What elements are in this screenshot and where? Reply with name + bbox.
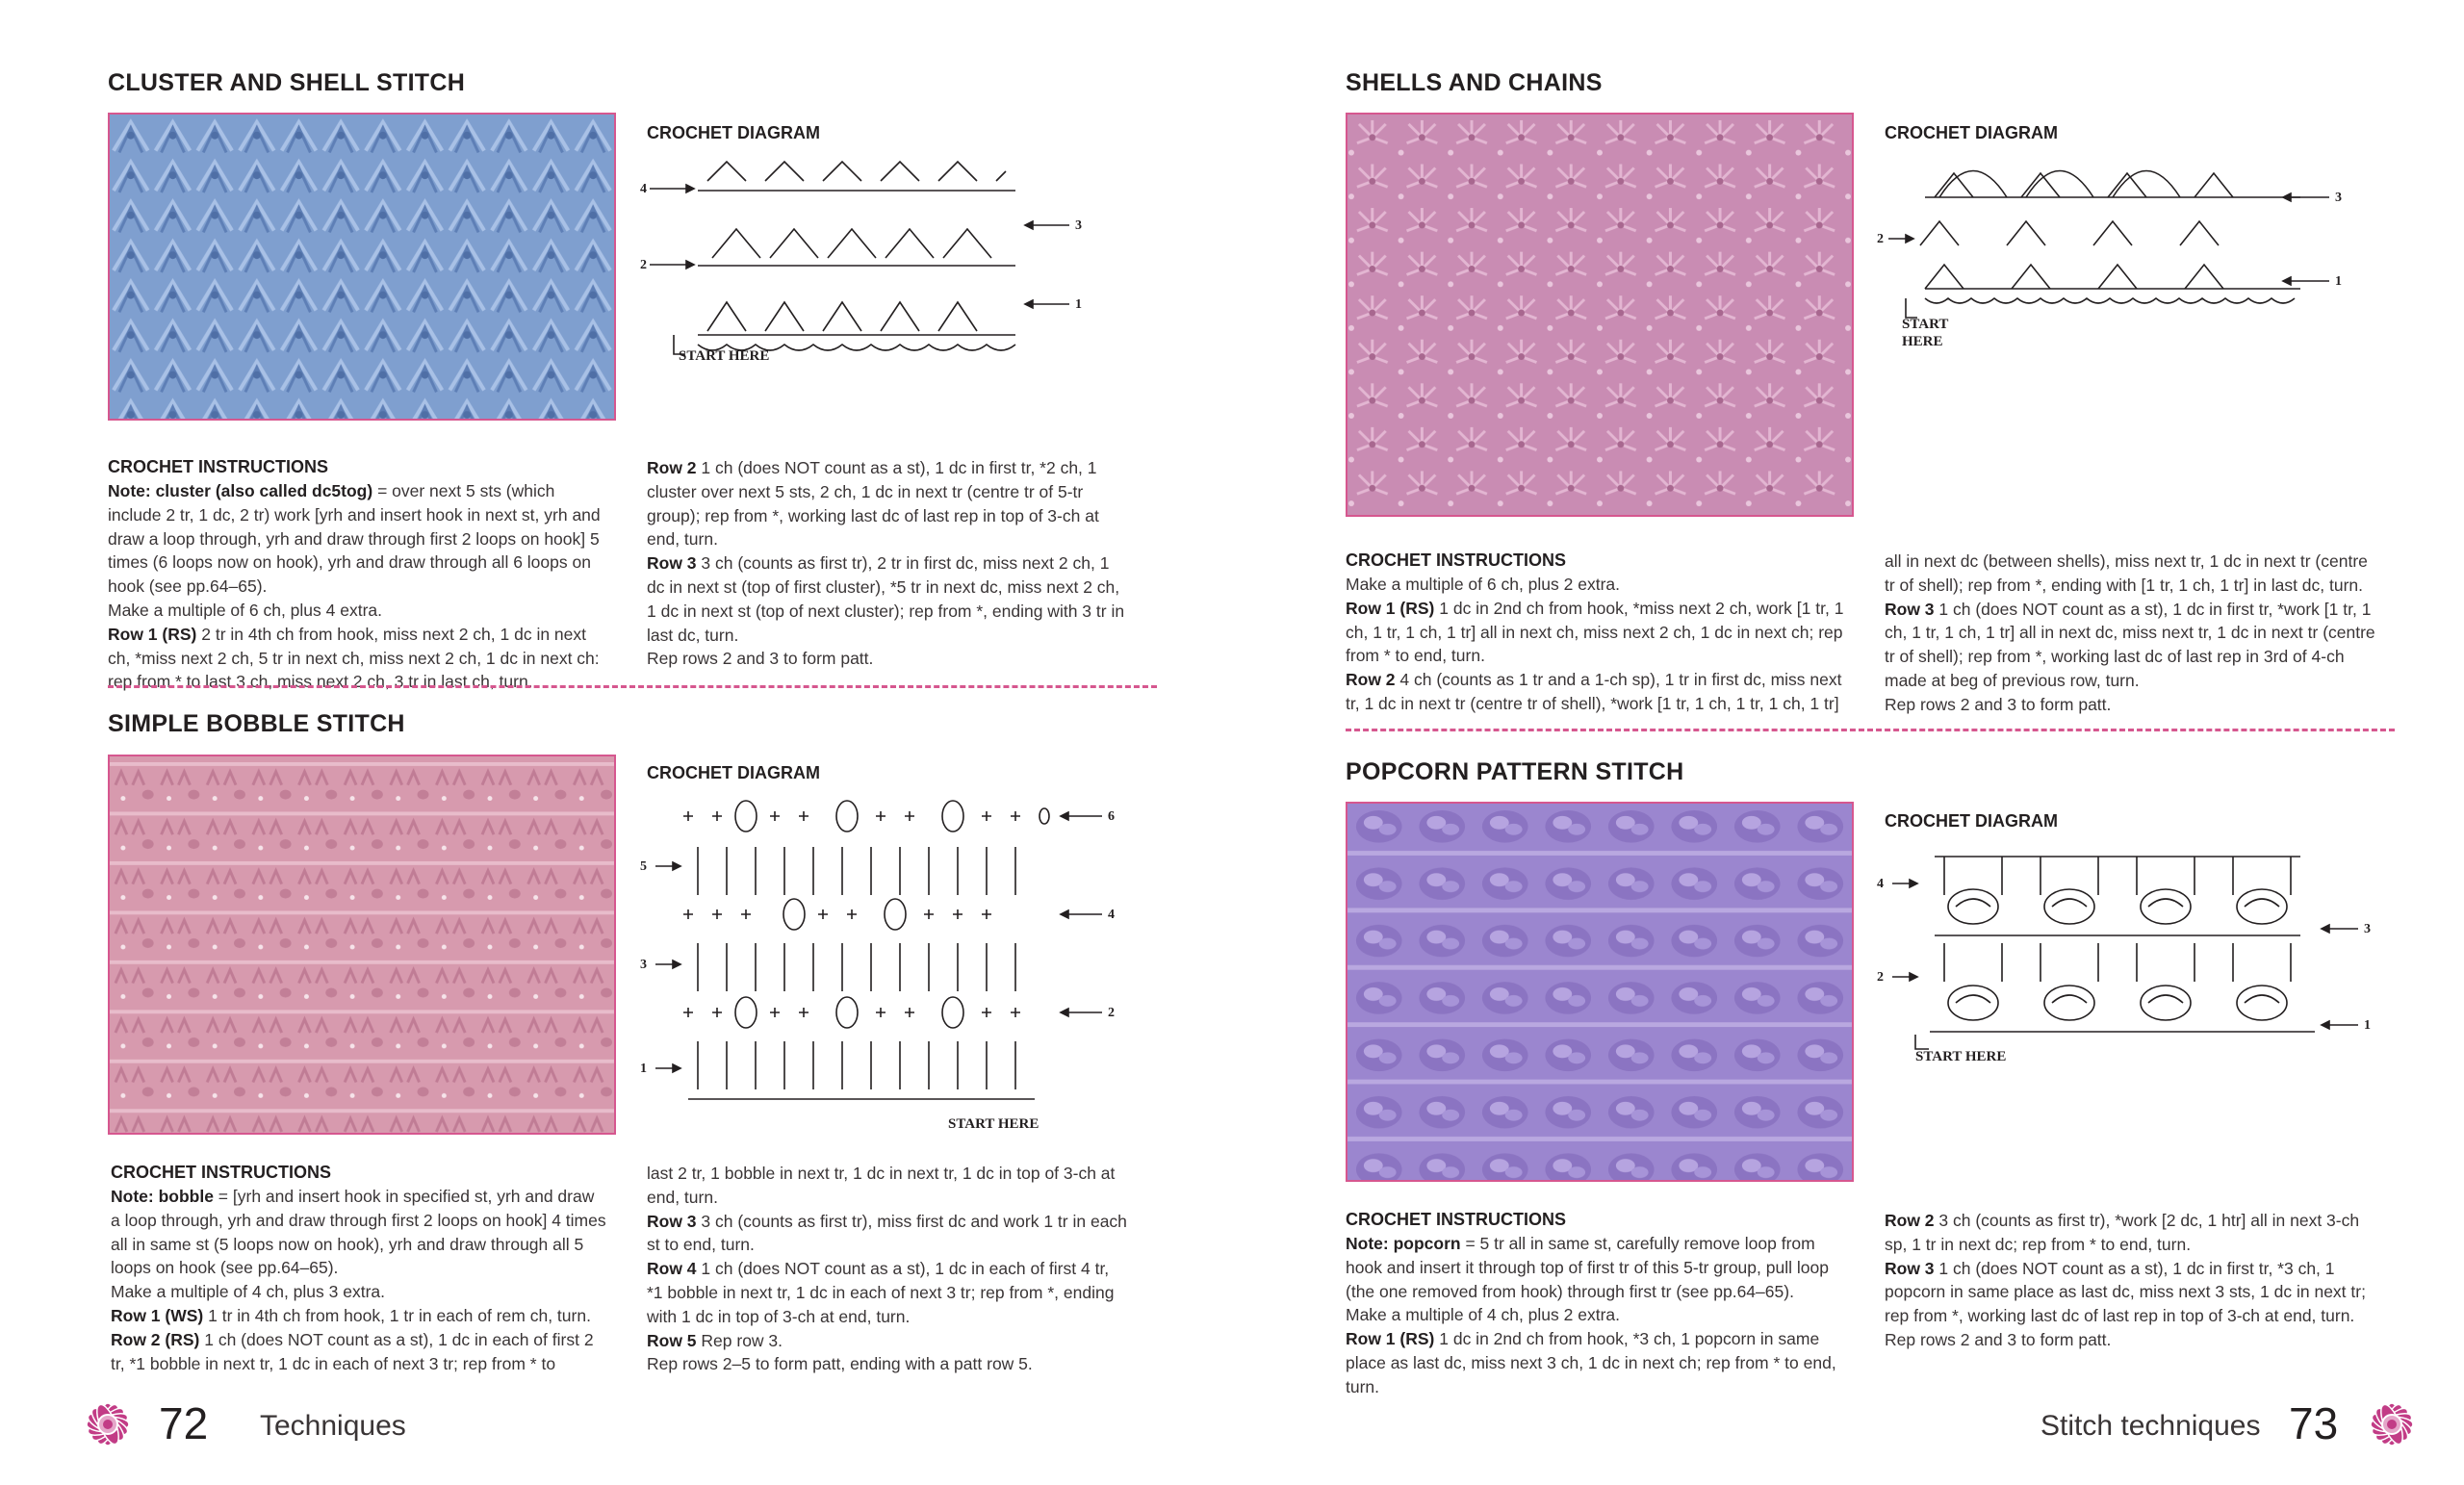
row-label: 4	[1877, 877, 1884, 891]
page-section-label: Stitch techniques	[2040, 1410, 2261, 1442]
row-label: 5	[640, 859, 647, 874]
start-here-label: START HERE	[948, 1116, 1040, 1132]
row-label: 1	[1075, 297, 1082, 312]
diagram-label: CROCHET DIAGRAM	[1885, 123, 2058, 142]
row-label: 4	[1108, 908, 1115, 922]
row-label: 2	[1108, 1006, 1115, 1020]
row-label: 1	[2364, 1018, 2371, 1033]
row-label: 3	[2335, 191, 2342, 205]
instructions-label: CROCHET INSTRUCTIONS	[108, 457, 328, 476]
crochet-diagram-bobble	[640, 789, 1160, 1136]
section-divider	[108, 685, 1157, 688]
swatch-texture	[1348, 115, 1852, 515]
instructions-column: Note: popcorn = 5 tr all in same st, carefully remove loop from hook and insert it through top of first tr of this 5-tr group, pull loop (the one removed from hook) through first tr (see pp.64–65). Make a multiple of 4 ch, plus 2 extra. Row 1 (RS) 1 dc in 2nd ch from hook, *3 ch, 1 popcorn in same place as last dc, miss next 3 ch, 1 dc in next ch; rep from * to end, turn.	[1346, 1234, 1836, 1396]
instructions-column: all in next dc (between shells), miss next tr, 1 dc in next tr (centre tr of shell); rep from *, ending with [1 tr, 1 ch, 1 tr] in last dc, turn. Row 3 1 ch (does NOT count as a st), 1 dc in first tr, *work [1 tr, 1 ch, 1 tr, 1 ch, 1 tr] all in next dc, miss next tr, 1 dc in next tr (centre tr of shell); rep from *, working last dc of last rep in 3rd of 4-ch made at beg of previous row, turn. Rep rows 2 and 3 to form patt.	[1885, 551, 2375, 714]
page-section-label: Techniques	[260, 1410, 406, 1442]
start-here-label: START HERE	[1915, 1049, 2007, 1064]
instructions-column: last 2 tr, 1 bobble in next tr, 1 dc in next tr, 1 dc in top of 3-ch at end, turn. Row 3 3 ch (counts as first tr), miss first dc and work 1 tr in each st to end, turn. Row 4 1 ch (does NOT count as a st), 1 dc in each of first 4 tr, *1 bobble in next tr, 1 dc in each of next 3 tr; rep from *, ending with 1 dc in top of 3-ch at end, turn. Row 5 Rep row 3. Rep rows 2–5 to form patt, ending with a patt row 5.	[647, 1164, 1127, 1374]
crochet-diagram-shells-chains	[1877, 154, 2397, 356]
swatch-photo-mauve	[1346, 113, 1854, 517]
start-here-label: START HERE	[679, 348, 770, 364]
row-label: 1	[640, 1062, 647, 1076]
swatch-photo-blue	[108, 113, 616, 421]
swatch-texture	[110, 115, 614, 419]
row-label: 2	[1877, 970, 1884, 985]
row-label: 2	[1877, 232, 1884, 246]
instructions-column: Make a multiple of 6 ch, plus 2 extra. Row 1 (RS) 1 dc in 2nd ch from hook, *miss next 2 ch, work [1 tr, 1 ch, 1 tr, 1 ch, 1 tr] all in next ch, miss next 2 ch, 1 dc in next ch; rep from * to end, turn. Row 2 4 ch (counts as 1 tr and a 1-ch sp), 1 tr in first dc, miss next tr, 1 dc in next tr (centre tr of shell), *work [1 tr, 1 ch, 1 tr, 1 ch, 1 tr]	[1346, 575, 1844, 713]
flower-icon	[2353, 1386, 2430, 1463]
section-title: SIMPLE BOBBLE STITCH	[108, 710, 405, 737]
row-label: 2	[640, 258, 647, 272]
page-number: 73	[2289, 1398, 2339, 1448]
diagram-label: CROCHET DIAGRAM	[647, 123, 820, 142]
swatch-photo-pink	[108, 755, 616, 1135]
instructions-column: Row 2 3 ch (counts as first tr), *work [2 dc, 1 htr] all in next 3-ch sp, 1 tr in next dc; rep from * to end, turn. Row 3 1 ch (does NOT count as a st), 1 dc in first tr, *3 ch, 1 popcorn in same place as last dc, miss next 3 sts, 1 dc in next tr; rep from *, working last dc of last rep in top of 3-ch at end, turn. Rep rows 2 and 3 to form patt.	[1885, 1211, 2366, 1349]
swatch-texture	[110, 756, 614, 1133]
row-label: 4	[640, 182, 647, 196]
diagram-label: CROCHET DIAGRAM	[647, 763, 820, 782]
flower-icon	[69, 1386, 146, 1463]
section-title: POPCORN PATTERN STITCH	[1346, 758, 1684, 785]
page-number: 72	[159, 1398, 209, 1448]
instructions-label: CROCHET INSTRUCTIONS	[1346, 1210, 1566, 1229]
crochet-diagram-cluster-shell	[640, 152, 1160, 373]
section-title: CLUSTER AND SHELL STITCH	[108, 69, 466, 96]
row-label: 3	[640, 958, 647, 972]
instructions-label: CROCHET INSTRUCTIONS	[1346, 550, 1566, 570]
swatch-texture	[1348, 804, 1852, 1180]
instructions-label: CROCHET INSTRUCTIONS	[111, 1163, 331, 1182]
diagram-label: CROCHET DIAGRAM	[1885, 811, 2058, 831]
row-label: 3	[1075, 218, 1082, 233]
instructions-column: Note: cluster (also called dc5tog) = over next 5 sts (which include 2 tr, 1 dc, 2 tr) work [yrh and insert hook in next st, yrh and draw a loop through, yrh and draw through first 2 loops on hook] 5 times (6 loops now on hook), yrh and draw through all 6 loops on hook (see pp.64–65). Make a multiple of 6 ch, plus 4 extra. Row 1 (RS) 2 tr in 4th ch from hook, miss next 2 ch, 1 dc in next ch, *miss next 2 ch, 5 tr in next ch, miss next 2 ch, 1 dc in next ch: rep from * to last 3 ch, miss next 2 ch, 3 tr in last ch, turn.	[108, 481, 601, 692]
section-title: SHELLS AND CHAINS	[1346, 69, 1603, 96]
start-here-label: START HERE	[1902, 317, 1949, 349]
section-divider	[1346, 729, 2395, 731]
instructions-column: Note: bobble = [yrh and insert hook in specified st, yrh and draw a loop through, yrh and draw through first 2 loops on hook] 4 times all in same st (5 loops now on hook), yrh and draw through all 5 loops on hook (see pp.64–65). Make a multiple of 4 ch, plus 3 extra. Row 1 (WS) 1 tr in 4th ch from hook, 1 tr in each of rem ch, turn. Row 2 (RS) 1 ch (does NOT count as a st), 1 dc in each of first 2 tr, *1 bobble in next tr, 1 dc in each of next 3 tr; rep from * to	[111, 1187, 606, 1373]
instructions-column: Row 2 1 ch (does NOT count as a st), 1 dc in first tr, *2 ch, 1 cluster over next 5 sts, 2 ch, 1 dc in next tr (centre tr of 5-tr group); rep from *, working last dc of last rep in top of 3-ch at end, turn. Row 3 3 ch (counts as first tr), 2 tr in first dc, miss next 2 ch, 1 dc in next st (top of first cluster), *5 tr in next dc, miss next 2 ch, 1 dc in next st (top of next cluster); rep from *, ending with 3 tr in last dc, turn. Rep rows 2 and 3 to form patt.	[647, 458, 1125, 669]
crochet-diagram-popcorn	[1877, 837, 2397, 1073]
row-label: 1	[2335, 274, 2342, 289]
row-label: 3	[2364, 922, 2371, 936]
row-label: 6	[1108, 809, 1115, 824]
swatch-photo-lilac	[1346, 802, 1854, 1182]
